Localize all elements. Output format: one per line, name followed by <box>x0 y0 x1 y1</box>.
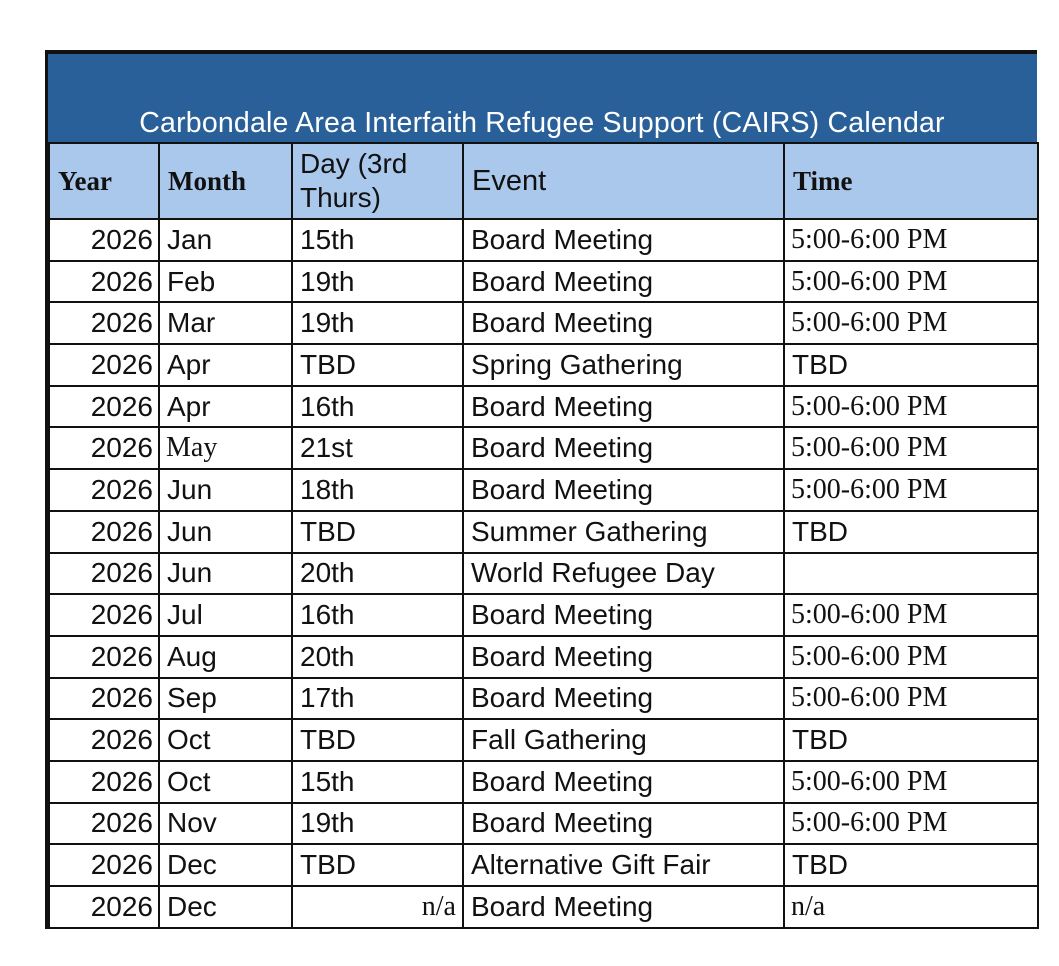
month-cell: Sep <box>159 678 292 720</box>
calendar-table-container <box>45 50 1037 929</box>
table-row <box>49 678 1038 720</box>
column-header-event: Event <box>463 143 784 219</box>
time-cell: 5:00-6:00 PM <box>784 261 1038 303</box>
day-cell: TBD <box>292 511 463 553</box>
year-cell: 2026 <box>49 636 159 678</box>
title-bar <box>48 54 1037 142</box>
day-cell: 15th <box>292 761 463 803</box>
time-cell: n/a <box>784 886 1038 928</box>
event-cell: Board Meeting <box>463 594 784 636</box>
year-cell: 2026 <box>49 594 159 636</box>
column-header-day: Day (3rd Thurs) <box>292 143 463 219</box>
time-cell: TBD <box>784 511 1038 553</box>
event-cell: Spring Gathering <box>463 344 784 386</box>
month-cell: Nov <box>159 803 292 845</box>
day-cell: 18th <box>292 469 463 511</box>
month-cell: Jul <box>159 594 292 636</box>
year-cell: 2026 <box>49 344 159 386</box>
event-cell: Fall Gathering <box>463 719 784 761</box>
time-cell: 5:00-6:00 PM <box>784 594 1038 636</box>
month-cell: Jun <box>159 553 292 595</box>
event-cell: Board Meeting <box>463 261 784 303</box>
year-cell: 2026 <box>49 261 159 303</box>
month-cell: May <box>159 427 292 469</box>
day-cell: 20th <box>292 636 463 678</box>
time-cell <box>784 553 1038 595</box>
calendar-table <box>48 142 1039 929</box>
year-cell: 2026 <box>49 427 159 469</box>
time-cell: 5:00-6:00 PM <box>784 678 1038 720</box>
event-cell: Alternative Gift Fair <box>463 844 784 886</box>
time-cell: TBD <box>784 719 1038 761</box>
table-row <box>49 719 1038 761</box>
event-cell: Board Meeting <box>463 427 784 469</box>
year-cell: 2026 <box>49 678 159 720</box>
day-cell: 19th <box>292 261 463 303</box>
year-cell: 2026 <box>49 886 159 928</box>
time-cell: 5:00-6:00 PM <box>784 803 1038 845</box>
event-cell: Board Meeting <box>463 636 784 678</box>
day-cell: 16th <box>292 386 463 428</box>
time-cell: TBD <box>784 344 1038 386</box>
day-cell: 16th <box>292 594 463 636</box>
year-cell: 2026 <box>49 761 159 803</box>
time-cell: 5:00-6:00 PM <box>784 636 1038 678</box>
event-cell: Board Meeting <box>463 886 784 928</box>
day-cell: 15th <box>292 219 463 261</box>
calendar-rows <box>49 219 1038 928</box>
column-header-time: Time <box>784 143 1038 219</box>
event-cell: Board Meeting <box>463 302 784 344</box>
day-cell: n/a <box>292 886 463 928</box>
month-cell: Feb <box>159 261 292 303</box>
year-cell: 2026 <box>49 469 159 511</box>
calendar-title: Carbondale Area Interfaith Refugee Support (CAIRS) Calendar <box>139 107 945 139</box>
table-row <box>49 427 1038 469</box>
table-row <box>49 261 1038 303</box>
column-header-month: Month <box>159 143 292 219</box>
day-cell: 19th <box>292 803 463 845</box>
time-cell: 5:00-6:00 PM <box>784 761 1038 803</box>
time-cell: TBD <box>784 844 1038 886</box>
column-header-year: Year <box>49 143 159 219</box>
event-cell: Board Meeting <box>463 219 784 261</box>
month-cell: Jun <box>159 469 292 511</box>
event-cell: Board Meeting <box>463 469 784 511</box>
table-row <box>49 844 1038 886</box>
day-cell: 17th <box>292 678 463 720</box>
year-cell: 2026 <box>49 386 159 428</box>
table-row <box>49 344 1038 386</box>
event-cell: Summer Gathering <box>463 511 784 553</box>
event-cell: Board Meeting <box>463 803 784 845</box>
month-cell: Apr <box>159 386 292 428</box>
table-row <box>49 594 1038 636</box>
time-cell: 5:00-6:00 PM <box>784 219 1038 261</box>
table-row <box>49 511 1038 553</box>
month-cell: Oct <box>159 761 292 803</box>
month-cell: Jun <box>159 511 292 553</box>
time-cell: 5:00-6:00 PM <box>784 302 1038 344</box>
day-cell: TBD <box>292 719 463 761</box>
year-cell: 2026 <box>49 803 159 845</box>
day-cell: 21st <box>292 427 463 469</box>
table-row <box>49 302 1038 344</box>
table-row <box>49 386 1038 428</box>
event-cell: Board Meeting <box>463 386 784 428</box>
month-cell: Mar <box>159 302 292 344</box>
table-row <box>49 803 1038 845</box>
year-cell: 2026 <box>49 511 159 553</box>
day-cell: TBD <box>292 844 463 886</box>
year-cell: 2026 <box>49 553 159 595</box>
month-cell: Jan <box>159 219 292 261</box>
month-cell: Dec <box>159 844 292 886</box>
header-row <box>49 143 1038 219</box>
time-cell: 5:00-6:00 PM <box>784 469 1038 511</box>
month-cell: Dec <box>159 886 292 928</box>
table-row <box>49 553 1038 595</box>
year-cell: 2026 <box>49 719 159 761</box>
table-row <box>49 219 1038 261</box>
year-cell: 2026 <box>49 219 159 261</box>
event-cell: Board Meeting <box>463 761 784 803</box>
year-cell: 2026 <box>49 844 159 886</box>
time-cell: 5:00-6:00 PM <box>784 386 1038 428</box>
day-cell: 20th <box>292 553 463 595</box>
time-cell: 5:00-6:00 PM <box>784 427 1038 469</box>
month-cell: Aug <box>159 636 292 678</box>
day-cell: 19th <box>292 302 463 344</box>
year-cell: 2026 <box>49 302 159 344</box>
table-row <box>49 469 1038 511</box>
table-row <box>49 761 1038 803</box>
event-cell: World Refugee Day <box>463 553 784 595</box>
month-cell: Apr <box>159 344 292 386</box>
table-row <box>49 636 1038 678</box>
day-cell: TBD <box>292 344 463 386</box>
table-row <box>49 886 1038 928</box>
event-cell: Board Meeting <box>463 678 784 720</box>
month-cell: Oct <box>159 719 292 761</box>
